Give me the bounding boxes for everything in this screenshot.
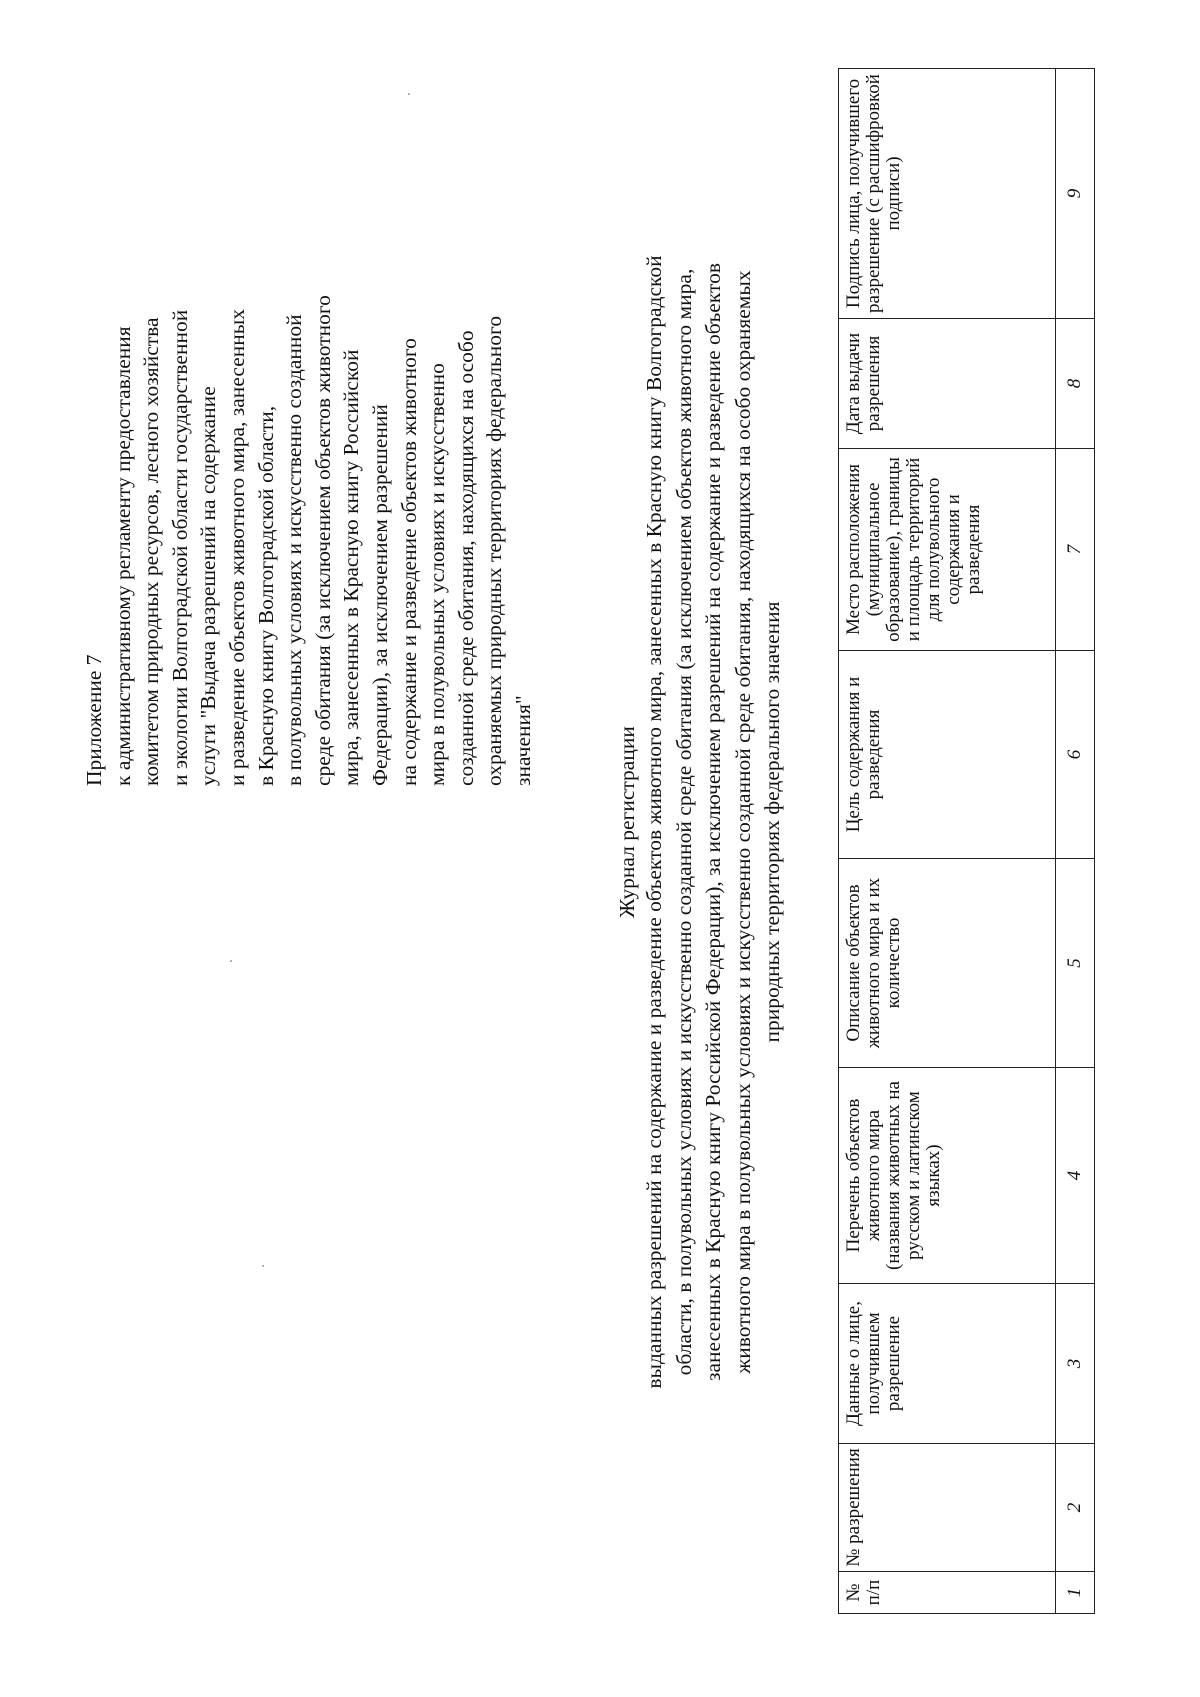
column-header-index: № п/п <box>839 1572 1056 1614</box>
column-number-cell: 4 <box>1056 1068 1095 1284</box>
appendix-line: охраняемых природных территориях федерального <box>482 315 507 786</box>
appendix-line: к административному регламенту предоставления <box>110 326 135 786</box>
journal-subtitle <box>640 27 788 1617</box>
journal-subtitle-line: выданных разрешений на содержание и разведение объектов животного мира, занесенных в Красную книгу Волгоградской <box>642 255 666 1389</box>
column-number-cell: 8 <box>1056 319 1095 449</box>
column-header-description: Описание объектов животного мира и их количество <box>839 859 1056 1068</box>
scan-speck <box>230 960 232 962</box>
column-header-species-list: Перечень объектов животного мира (названия животных на русском и латинском языках) <box>839 1068 1056 1284</box>
appendix-line: значения" <box>510 695 535 786</box>
appendix-line: и экологии Волгоградской области государственной <box>167 309 192 786</box>
journal-subtitle-line: животного мира в полувольных условиях и искусственно созданной среде обитания, находящихся на особо охраняемых <box>730 270 755 1374</box>
appendix-line: среде обитания (за исключением объектов животного <box>310 295 335 786</box>
column-number-cell: 6 <box>1056 651 1095 859</box>
appendix-line: в Красную книгу Волгоградской области, <box>253 405 278 786</box>
column-number-cell: 2 <box>1056 1444 1095 1572</box>
scan-speck <box>262 1265 264 1267</box>
column-header-purpose: Цель содержания и разведения <box>839 651 1056 859</box>
table-header-row <box>839 69 1056 1614</box>
registry-table <box>838 68 1095 1614</box>
column-header-holder-data: Данные о лице, получившем разрешение <box>839 1284 1056 1444</box>
appendix-line: мира в полувольных условиях и искусственно <box>425 363 450 786</box>
column-number-cell: 1 <box>1056 1572 1095 1614</box>
column-number-cell: 3 <box>1056 1284 1095 1444</box>
appendix-line: и разведение объектов животного мира, занесенных <box>224 309 249 786</box>
column-header-location: Место расположения (муниципальное образование), границы и площадь территорий для полувольного содержания и разведения <box>839 449 1056 651</box>
column-number-cell: 5 <box>1056 859 1095 1068</box>
appendix-line: на содержание и разведение объектов животного <box>396 338 421 786</box>
appendix-line: Федерации), за исключением разрешений <box>367 404 392 786</box>
column-number-row <box>1056 69 1095 1614</box>
appendix-line: созданной среде обитания, находящихся на особо <box>453 330 478 786</box>
journal-title: Журнал регистрации <box>615 726 639 918</box>
appendix-line: Приложение 7 <box>82 654 106 786</box>
column-number-cell: 9 <box>1056 69 1095 319</box>
column-number-cell: 7 <box>1056 449 1095 651</box>
appendix-line: мира, занесенных в Красную книгу Российской <box>339 349 364 786</box>
column-header-permit-number: № разрешения <box>839 1444 1056 1572</box>
appendix-line: комитетом природных ресурсов, лесного хозяйства <box>139 317 164 786</box>
registry-table-wrapper <box>838 68 1095 1614</box>
journal-subtitle-line: области, в полувольных условиях и искусственно созданной среде обитания (за исключением объектов животного мира, <box>671 268 696 1376</box>
appendix-line: услуги "Выдача разрешений на содержание <box>196 386 221 786</box>
scan-speck <box>408 93 410 95</box>
column-header-signature: Подпись лица, получившего разрешение (с расшифровкой подписи) <box>839 69 1056 319</box>
journal-subtitle-line: занесенных в Красную книгу Российской Федерации), за исключением разрешений на содержание и разведение объектов <box>701 263 725 1381</box>
journal-subtitle-line: природных территориях федерального значения <box>760 601 784 1043</box>
appendix-line: в полувольных условиях и искусственно созданной <box>282 314 307 786</box>
column-header-issue-date: Дата выдачи разрешения <box>839 319 1056 449</box>
appendix-header <box>80 0 538 786</box>
